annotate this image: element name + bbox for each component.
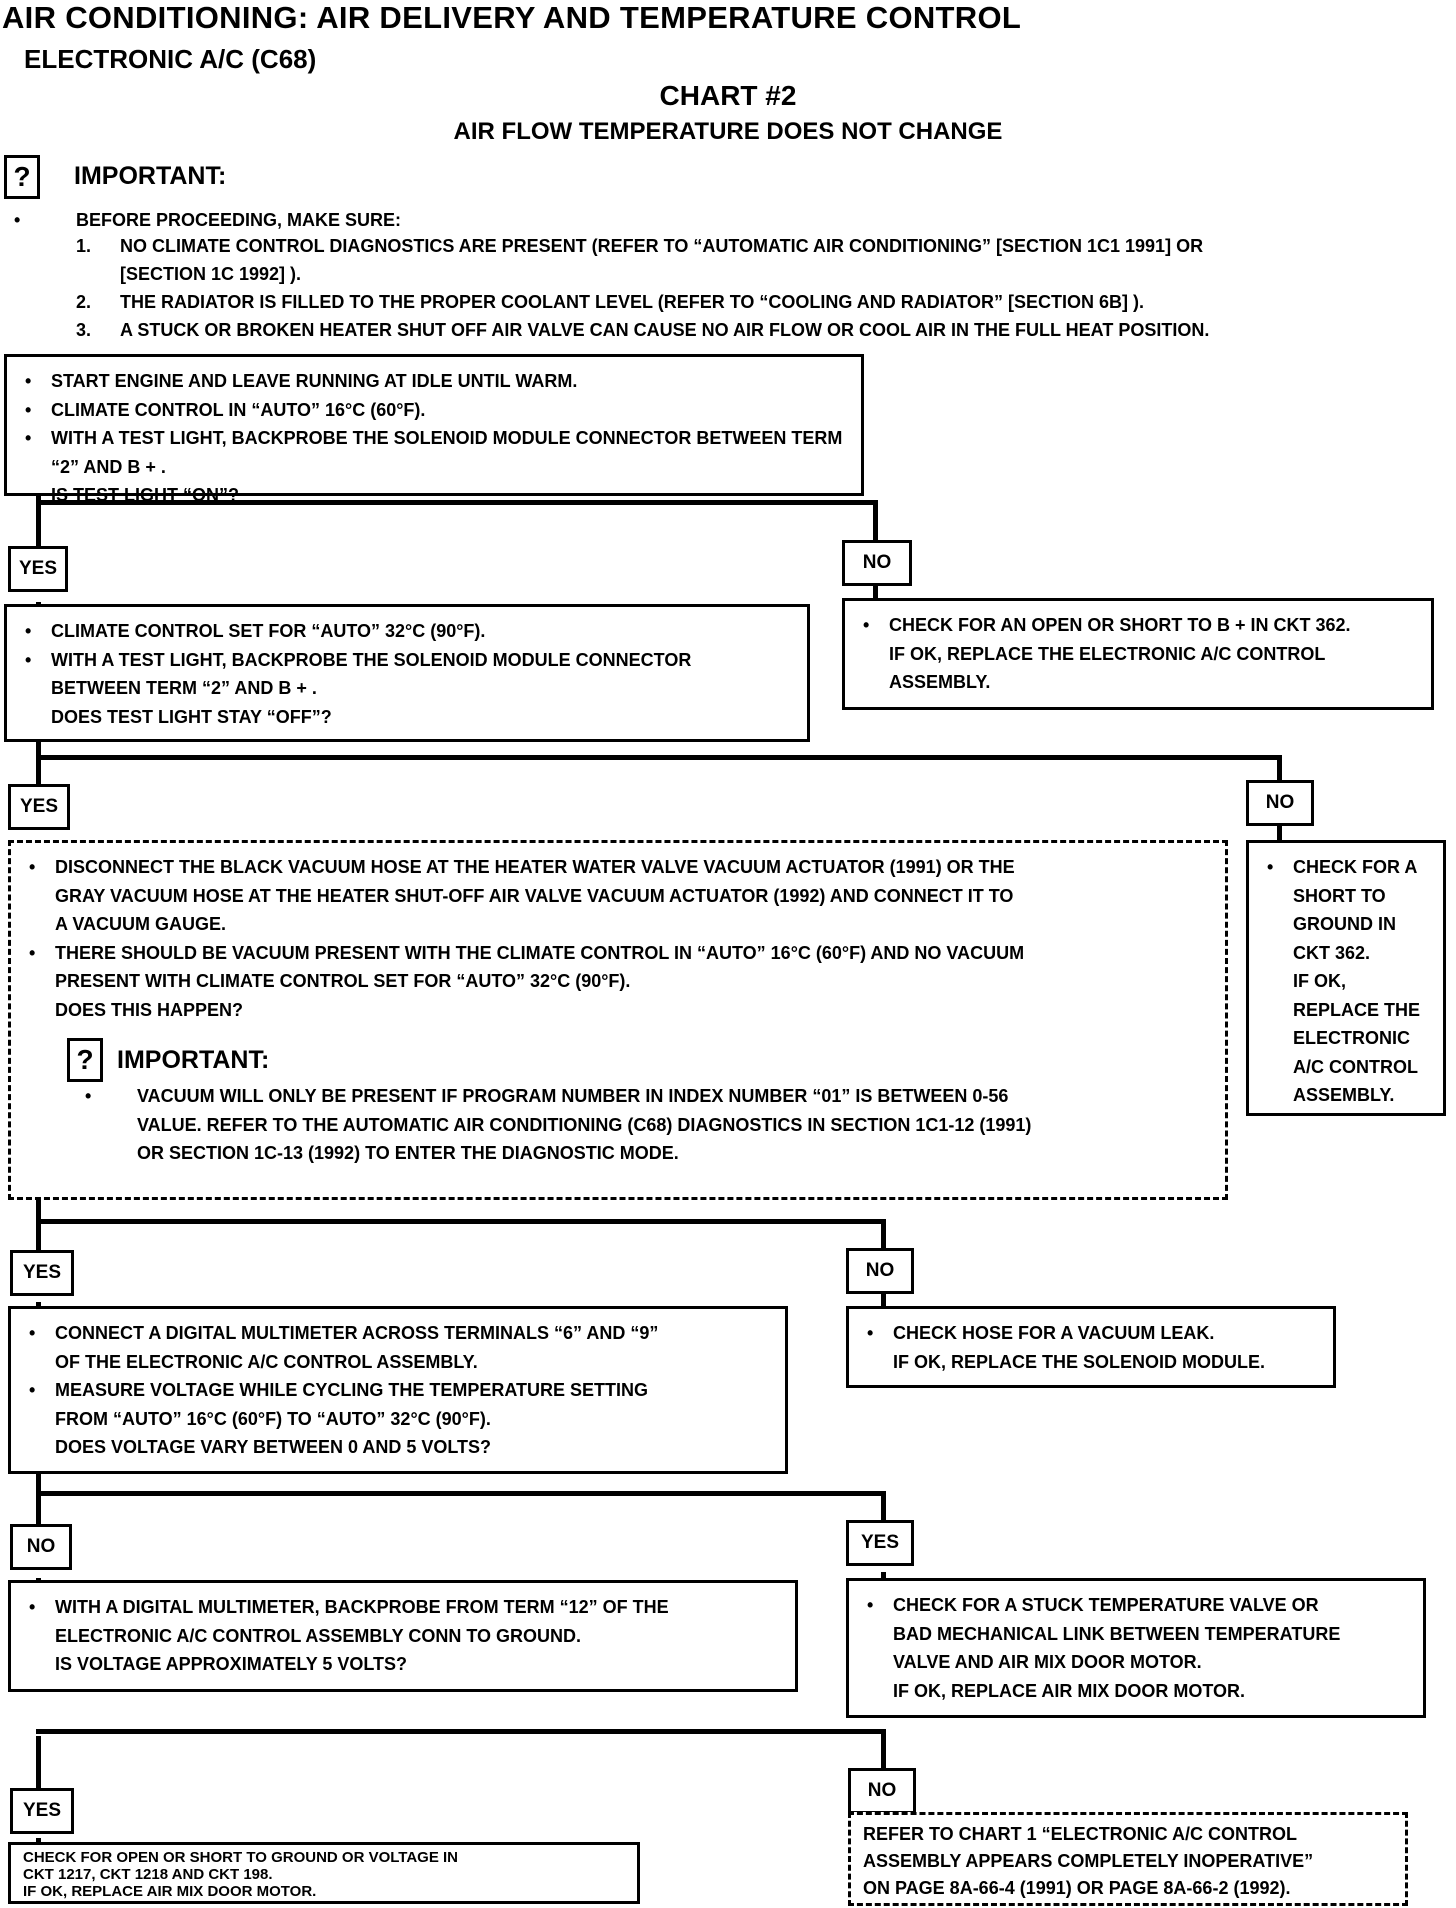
connector-line xyxy=(36,1729,886,1734)
important-item-2-num: 2. xyxy=(76,292,92,312)
step-3-bullet-1-line-2: GRAY VACUUM HOSE AT THE HEATER SHUT-OFF AIR VALVE VACUUM ACTUATOR (1992) AND CONNECT IT TO xyxy=(55,885,1014,906)
step-4-bullet-2-line-2: FROM “AUTO” 16°C (60°F) TO “AUTO” 32°C (90°F). xyxy=(55,1408,491,1429)
final-yes-line-1: CHECK FOR OPEN OR SHORT TO GROUND OR VOLTAGE IN xyxy=(23,1849,459,1866)
step-4-question: DOES VOLTAGE VARY BETWEEN 0 AND 5 VOLTS? xyxy=(55,1437,492,1457)
stuck-valve-bullet: • CHECK FOR A STUCK TEMPERATURE VALVE OR xyxy=(861,1591,1411,1620)
step-3-no-line-3: CKT 362. xyxy=(1293,942,1371,963)
step-5-box xyxy=(8,1580,798,1692)
step-3-no-line-5: REPLACE THE xyxy=(1293,999,1421,1020)
step-2-no-line-1: IF OK, REPLACE THE ELECTRONIC A/C CONTROL xyxy=(889,643,1326,664)
step-4-bullet-2-line-1: • MEASURE VOLTAGE WHILE CYCLING THE TEMPERATURE SETTING xyxy=(55,1380,649,1400)
step-3-important-note xyxy=(23,1082,1213,1168)
final-no-line-3: ON PAGE 8A-66-4 (1991) OR PAGE 8A-66-2 (1992). xyxy=(863,1878,1291,1898)
step-3-important-bullet-icon: • xyxy=(85,1086,92,1106)
step-2-bullet-1: • CLIMATE CONTROL SET FOR “AUTO” 32°C (90°F). xyxy=(19,617,795,646)
final-yes-line-3: IF OK, REPLACE AIR MIX DOOR MOTOR. xyxy=(23,1883,317,1900)
step-2-no-label: NO xyxy=(1246,780,1314,826)
step-2-no-line-2: ASSEMBLY. xyxy=(889,672,991,692)
chart-main-title: AIR CONDITIONING: AIR DELIVERY AND TEMPERATURE CONTROL xyxy=(2,0,1022,35)
important-item-3-line-1: A STUCK OR BROKEN HEATER SHUT OFF AIR VALVE CAN CAUSE NO AIR FLOW OR COOL AIR IN THE FULL HEAT POSITION. xyxy=(120,320,1210,340)
connector-line xyxy=(36,1198,41,1258)
connector-line xyxy=(1277,826,1282,840)
step-3-no-bullet: • CHECK FOR A xyxy=(1261,853,1431,882)
step-2-bullet-2: • WITH A TEST LIGHT, BACKPROBE THE SOLENOID MODULE CONNECTOR xyxy=(19,646,795,675)
chart-subtitle: ELECTRONIC A/C (C68) xyxy=(24,44,317,74)
step-2-no-bullet: • CHECK FOR AN OPEN OR SHORT TO B + IN CKT 362. xyxy=(857,611,1419,640)
stuck-valve-line-1: BAD MECHANICAL LINK BETWEEN TEMPERATURE xyxy=(893,1623,1341,1644)
final-yes-line-2: CKT 1217, CKT 1218 AND CKT 198. xyxy=(23,1866,273,1883)
step-4-no-label: NO xyxy=(10,1524,72,1570)
step-4-bullet-2 xyxy=(23,1376,773,1433)
connector-line xyxy=(881,1219,886,1249)
step-2-question: DOES TEST LIGHT STAY “OFF”? xyxy=(51,706,332,727)
important-item-1-line-2: [SECTION 1C 1992] ). xyxy=(120,264,302,284)
step-3-no-result-box xyxy=(846,1306,1336,1388)
important-item-3-num: 3. xyxy=(76,320,92,340)
vacuum-leak-line-1: IF OK, REPLACE THE SOLENOID MODULE. xyxy=(893,1351,1266,1372)
step-3-bullet-1 xyxy=(23,853,1213,939)
important-intro: BEFORE PROCEEDING, MAKE SURE: xyxy=(76,210,402,230)
step-2-box xyxy=(4,604,810,742)
step-5-yes-label: YES xyxy=(10,1788,74,1834)
stuck-valve-line-2: VALVE AND AIR MIX DOOR MOTOR. xyxy=(893,1652,1202,1672)
step-4-yes-label: YES xyxy=(846,1520,914,1566)
step-1-bullet-2: • CLIMATE CONTROL IN “AUTO” 16°C (60°F). xyxy=(19,396,849,425)
final-no-result-box xyxy=(848,1812,1408,1906)
final-yes-result-box xyxy=(8,1842,640,1904)
step-3-yes-label: YES xyxy=(10,1250,74,1296)
step-4-bullet-1-line-1: • CONNECT A DIGITAL MULTIMETER ACROSS TERMINALS “6” AND “9” xyxy=(55,1323,659,1343)
connector-line xyxy=(1277,755,1282,781)
step-2-yes-label: YES xyxy=(8,784,70,830)
step-4-bullet-1-line-2: OF THE ELECTRONIC A/C CONTROL ASSEMBLY. xyxy=(55,1351,478,1372)
step-3-no-line-4: IF OK, xyxy=(1293,971,1346,991)
important-bullet-icon: • xyxy=(14,210,21,230)
step-3-important-note-line-3: OR SECTION 1C-13 (1992) TO ENTER THE DIAGNOSTIC MODE. xyxy=(137,1143,679,1163)
step-1-question: IS TEST LIGHT “ON”? xyxy=(51,485,239,505)
step-5-bullet: • WITH A DIGITAL MULTIMETER, BACKPROBE FROM TERM “12” OF THE xyxy=(23,1593,783,1622)
step-3-no-line-1: SHORT TO xyxy=(1293,885,1386,906)
step-2-no-result-box xyxy=(842,598,1434,710)
step-1-bullet-1: • START ENGINE AND LEAVE RUNNING AT IDLE UNTIL WARM. xyxy=(19,367,849,396)
connector-line xyxy=(36,1491,886,1496)
step-1-bullet-3: • WITH A TEST LIGHT, BACKPROBE THE SOLENOID MODULE CONNECTOR BETWEEN TERM “2” AND B + . xyxy=(19,424,849,481)
step-3-box xyxy=(8,840,1228,1200)
step-3-bullet-1-line-3: A VACUUM GAUGE. xyxy=(55,914,226,934)
step-3-bullet-2 xyxy=(23,939,1213,996)
important-icon: ? xyxy=(67,1038,103,1082)
connector-line xyxy=(873,500,878,540)
step-2-no-detail-box xyxy=(1246,840,1446,1116)
step-3-bullet-2-line-2: PRESENT WITH CLIMATE CONTROL SET FOR “AUTO” 32°C (90°F). xyxy=(55,971,631,991)
step-3-important-note-line-1: VACUUM WILL ONLY BE PRESENT IF PROGRAM NUMBER IN INDEX NUMBER “01” IS BETWEEN 0-56 xyxy=(137,1086,1009,1106)
step-3-important-note-line-2: VALUE. REFER TO THE AUTOMATIC AIR CONDITIONING (C68) DIAGNOSTICS IN SECTION 1C1-12 (1991) xyxy=(137,1114,1032,1135)
chart-number: CHART #2 xyxy=(659,80,797,111)
step-5-line-2: IS VOLTAGE APPROXIMATELY 5 VOLTS? xyxy=(55,1654,408,1674)
final-no-line-2: ASSEMBLY APPEARS COMPLETELY INOPERATIVE” xyxy=(863,1851,1314,1871)
important-item-1-line-1: NO CLIMATE CONTROL DIAGNOSTICS ARE PRESENT (REFER TO “AUTOMATIC AIR CONDITIONING” [SECTION 1C1 1991] OR xyxy=(120,236,1204,256)
final-no-line-1: REFER TO CHART 1 “ELECTRONIC A/C CONTROL xyxy=(863,1824,1298,1844)
step-3-no-line-8: ASSEMBLY. xyxy=(1293,1085,1395,1105)
connector-line xyxy=(36,755,1282,760)
important-label: IMPORTANT: xyxy=(74,162,227,190)
step-3-no-line-2: GROUND IN xyxy=(1293,914,1396,934)
chart-title: AIR FLOW TEMPERATURE DOES NOT CHANGE xyxy=(453,118,1003,145)
step-3-bullet-2-line-1: • THERE SHOULD BE VACUUM PRESENT WITH THE CLIMATE CONTROL IN “AUTO” 16°C (60°F) AND NO VACUUM xyxy=(55,942,1025,963)
step-5-line-1: ELECTRONIC A/C CONTROL ASSEMBLY CONN TO GROUND. xyxy=(55,1625,582,1646)
step-3-no-line-7: A/C CONTROL xyxy=(1293,1056,1418,1077)
step-4-box xyxy=(8,1306,788,1474)
step-3-no-label: NO xyxy=(846,1248,914,1294)
connector-line xyxy=(36,1219,886,1224)
step-2-continuation: BETWEEN TERM “2” AND B + . xyxy=(51,678,317,698)
step-4-bullet-1 xyxy=(23,1319,773,1376)
step-1-yes-label: YES xyxy=(8,546,68,592)
important-icon: ? xyxy=(4,155,40,199)
step-1-no-label: NO xyxy=(842,540,912,586)
important-item-1-num: 1. xyxy=(76,236,92,256)
step-3-important-label: IMPORTANT: xyxy=(117,1045,270,1074)
connector-line xyxy=(881,1729,886,1769)
step-1-box xyxy=(4,354,864,505)
connector-line xyxy=(36,1736,41,1796)
step-3-no-line-6: ELECTRONIC xyxy=(1293,1028,1410,1048)
step-3-bullet-1-line-1: • DISCONNECT THE BLACK VACUUM HOSE AT THE HEATER WATER VALVE VACUUM ACTUATOR (1991) OR THE xyxy=(55,857,1015,877)
vacuum-leak-bullet: • CHECK HOSE FOR A VACUUM LEAK. xyxy=(861,1319,1321,1348)
step-3-question: DOES THIS HAPPEN? xyxy=(55,999,244,1020)
important-item-2-line-1: THE RADIATOR IS FILLED TO THE PROPER COOLANT LEVEL (REFER TO “COOLING AND RADIATOR” [SECTION 6B] ). xyxy=(120,292,1145,312)
step-5-no-label: NO xyxy=(848,1768,916,1814)
stuck-valve-line-3: IF OK, REPLACE AIR MIX DOOR MOTOR. xyxy=(893,1680,1246,1701)
step-4-yes-result-box xyxy=(846,1578,1426,1718)
